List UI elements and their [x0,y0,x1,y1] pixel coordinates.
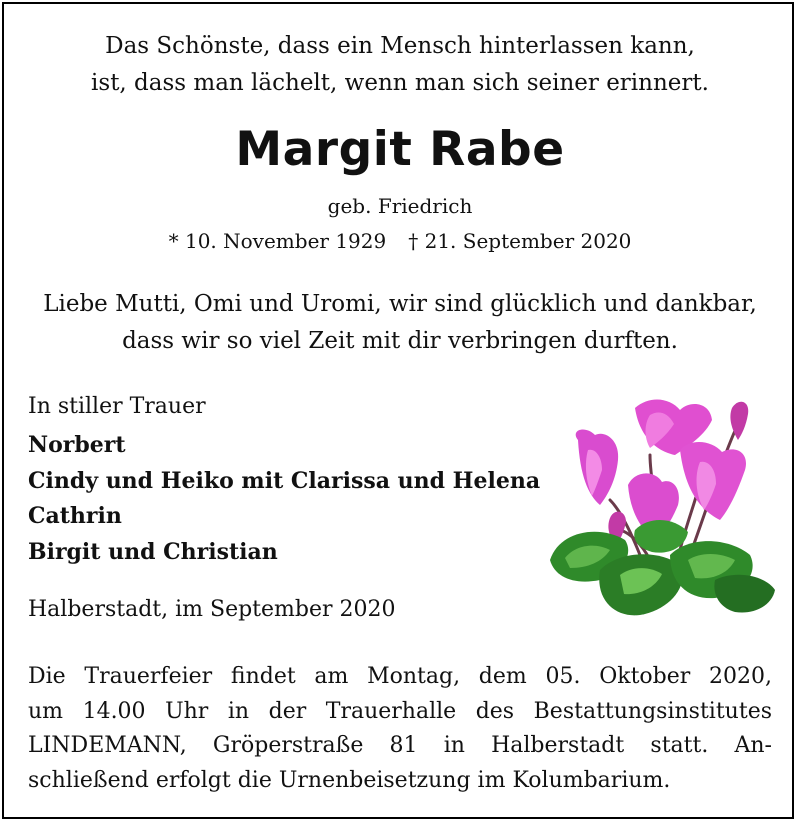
birth-date: * 10. November 1929 [168,229,387,253]
mourner-name: Birgit und Christian [28,538,278,565]
tribute-line-2: dass wir so viel Zeit mit dir verbringen durften. [122,328,678,354]
mourner-name: Norbert [28,432,126,458]
mourner-name: Cathrin [28,503,122,529]
tribute-text [0,286,800,360]
place-date: Halberstadt, im September 2020 [28,597,396,622]
deceased-name: Margit Rabe [235,122,565,177]
mourner-name: Cindy und Heiko mit Clarissa und Helena [28,467,541,494]
service-line-2: um 14.00 Uhr in der Trauerhalle des Bestattungsinstitutes [28,698,772,724]
motto [0,28,800,102]
service-line-3: LINDEMANN, Gröperstraße 81 in Halberstadt statt. An- [28,733,772,758]
mourners-list [28,428,540,570]
life-dates [0,229,800,253]
motto-line-2: ist, dass man lächelt, wenn man sich seiner erinnert. [91,70,709,96]
tribute-line-1: Liebe Mutti, Omi und Uromi, wir sind glücklich und dankbar, [43,291,757,317]
mourning-intro: In stiller Trauer [28,394,206,419]
death-date: † 21. September 2020 [408,229,632,253]
cyclamen-flower-icon [540,390,780,630]
service-line-1: Die Trauerfeier findet am Montag, dem 05. Oktober 2020, [28,664,772,689]
flower-leaves [550,520,775,615]
maiden-name: geb. Friedrich [327,194,473,218]
funeral-service-text [28,660,772,798]
motto-line-1: Das Schönste, dass ein Mensch hinterlassen kann, [105,33,695,59]
service-line-4: schließend erfolgt die Urnenbeisetzung im Kolumbarium. [28,767,671,793]
